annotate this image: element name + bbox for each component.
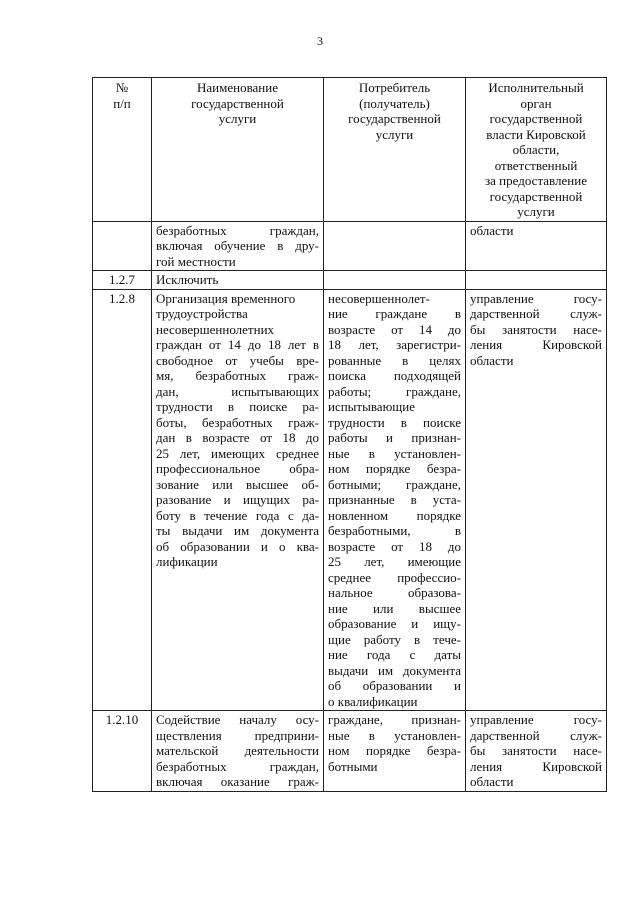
executor-cell: области [466,221,607,271]
header-cell-name: Наименование государственной услуги [152,78,324,222]
table-row [93,711,607,792]
table-row [93,289,607,711]
row-number: 1.2.7 [93,271,152,290]
executor-cell: управление госу- дарственной служ- бы занятости насе- ления Кировской области [466,711,607,792]
header-cell-num: № п/п [93,78,152,222]
service-name-cell: Организация временного трудоустройства несовершеннолетних граждан от 14 до 18 лет в свободное от учебы вре- мя, безработных граж- дан, испытывающих трудности в поиске ра- боты, безработных граж- дан в возрасте от 18 до 25 лет, имеющих среднее профессиональное обра- зование или высшее об- разование и ищущих ра- боту в течение года с да- ты выдачи им документа об образовании и о ква- лификации [152,289,324,711]
executor-cell [466,271,607,290]
table-row [93,271,607,290]
table-row [93,221,607,271]
consumer-cell [324,271,466,290]
row-number: 1.2.10 [93,711,152,792]
consumer-cell: граждане, признан- ные в установлен- ном порядке безра- ботными [324,711,466,792]
header-cell-executor: Исполнительный орган государственной власти Кировской области, ответственный за предоставление государственной услуги [466,78,607,222]
services-table [92,77,607,792]
page-number: 3 [317,34,323,48]
row-number [93,221,152,271]
table-header [93,78,607,222]
service-name-cell: Содействие началу осу- ществления предприни- мательской деятельности безработных граждан, включая оказание граж- [152,711,324,792]
header-cell-consumer: Потребитель (получатель) государственной услуги [324,78,466,222]
consumer-cell [324,221,466,271]
consumer-cell: несовершеннолет- ние граждане в возрасте от 14 до 18 лет, зарегистри- рованные в целях поиска подходящей работы; граждане, испытывающие трудности в поиске работы и признан- ные в установлен- ном порядке безра- ботными; граждане, признанные в уста- новленном порядке безработными, в возрасте от 18 до 25 лет, имеющие среднее профессио- нальное образова- ние или высшее образование и ищу- щие работу в тече- ние года с даты выдачи им документа об образовании и о квалификации [324,289,466,711]
service-name-cell: Исключить [152,271,324,290]
row-number: 1.2.8 [93,289,152,711]
executor-cell: управление госу- дарственной служ- бы занятости насе- ления Кировской области [466,289,607,711]
service-name-cell: безработных граждан, включая обучение в дру- гой местности [152,221,324,271]
